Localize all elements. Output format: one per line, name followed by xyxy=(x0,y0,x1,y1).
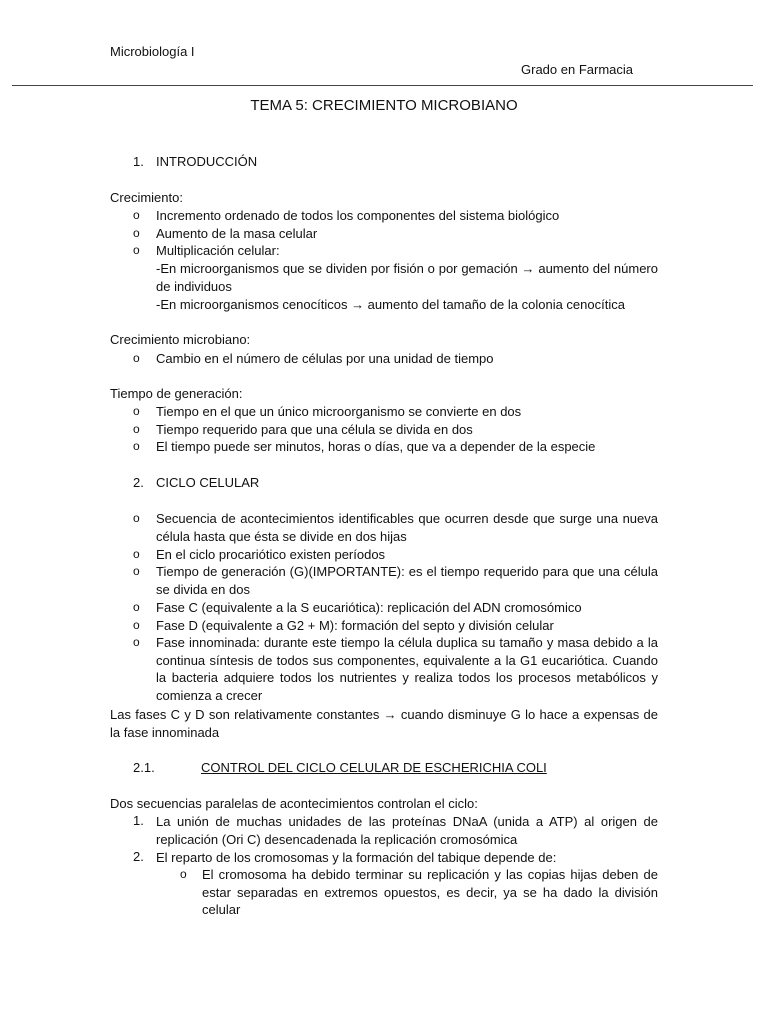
bullet-marker: o xyxy=(133,618,140,632)
numbered-marker: 1. xyxy=(133,813,144,828)
sub-item: -En microorganismos cenocíticos → aumento del tamaño de la colonia cenocítica xyxy=(156,297,625,312)
header-course: Microbiología I xyxy=(110,44,195,59)
bullet-marker: o xyxy=(133,243,140,257)
header-rule xyxy=(12,85,753,86)
section-1-heading xyxy=(133,154,257,169)
microbiano-label: Crecimiento microbiano: xyxy=(110,332,251,347)
document-title: TEMA 5: CRECIMIENTO MICROBIANO xyxy=(250,97,518,114)
control-intro: Dos secuencias paralelas de acontecimientos controlan el ciclo: xyxy=(110,796,478,811)
list-item: El tiempo puede ser minutos, horas o días, que va a depender de la especie xyxy=(156,439,596,454)
bullet-marker: o xyxy=(133,564,140,578)
generacion-label: Tiempo de generación: xyxy=(110,386,243,401)
bullet-marker: o xyxy=(133,600,140,614)
list-item: Multiplicación celular: xyxy=(156,243,280,258)
subsection-title: CONTROL DEL CICLO CELULAR DE ESCHERICHIA COLI xyxy=(201,760,547,775)
section-number: 2. xyxy=(133,475,144,490)
section-number: 1. xyxy=(133,154,144,169)
closing-paragraph: Las fases C y D son relativamente constantes → cuando disminuye G lo hace a expensas de la fase innominada xyxy=(110,707,658,740)
bullet-marker: o xyxy=(133,511,140,525)
bullet-marker: o xyxy=(133,635,140,649)
sub-item: -En microorganismos que se dividen por fisión o por gemación → aumento del número de individuos xyxy=(156,261,658,294)
list-item: Fase D (equivalente a G2 + M): formación del septo y división celular xyxy=(156,618,554,633)
list-item: Fase C (equivalente a la S eucariótica): replicación del ADN cromosómico xyxy=(156,600,582,615)
bullet-marker: o xyxy=(133,404,140,418)
list-item: Tiempo de generación (G)(IMPORTANTE): es el tiempo requerido para que una célula se divida en dos xyxy=(156,564,658,597)
list-item: Incremento ordenado de todos los componentes del sistema biológico xyxy=(156,208,560,223)
list-item: Cambio en el número de células por una unidad de tiempo xyxy=(156,351,494,366)
list-item: Tiempo en el que un único microorganismo se convierte en dos xyxy=(156,404,522,419)
list-item: Secuencia de acontecimientos identificables que ocurren desde que surge una nueva célula hasta que ésta se divide en dos hijas xyxy=(156,511,658,544)
bullet-marker: o xyxy=(133,439,140,453)
bullet-marker: o xyxy=(133,422,140,436)
numbered-item: El reparto de los cromosomas y la formación del tabique depende de: xyxy=(156,850,557,865)
bullet-marker: o xyxy=(180,867,187,881)
nested-item: El cromosoma ha debido terminar su replicación y las copias hijas deben de estar separadas en extremos opuestos, es decir, ya se ha dado la división celular xyxy=(202,867,658,918)
list-item: En el ciclo procariótico existen períodos xyxy=(156,547,386,562)
numbered-marker: 2. xyxy=(133,849,144,864)
section-title: CICLO CELULAR xyxy=(156,475,260,490)
bullet-marker: o xyxy=(133,547,140,561)
section-2-heading xyxy=(133,475,259,490)
subsection-number: 2.1. xyxy=(133,760,155,775)
bullet-marker: o xyxy=(133,351,140,365)
crecimiento-label: Crecimiento: xyxy=(110,190,183,205)
header-degree: Grado en Farmacia xyxy=(521,62,633,77)
list-item: Fase innominada: durante este tiempo la célula duplica su tamaño y masa debido a la continua síntesis de todos sus componentes, equivalente a la G1 eucariótica. Cuando la bacteria adquiere todos los nutrientes y realiza todos los procesos metabólicos y comienza a crecer xyxy=(156,635,658,703)
list-item: Tiempo requerido para que una célula se divida en dos xyxy=(156,422,473,437)
section-title: INTRODUCCIÓN xyxy=(156,154,258,169)
bullet-marker: o xyxy=(133,226,140,240)
numbered-item: La unión de muchas unidades de las proteínas DNaA (unida a ATP) al origen de replicación (Ori C) desencadenada la replicación cromosómica xyxy=(156,814,658,847)
list-item: Aumento de la masa celular xyxy=(156,226,318,241)
bullet-marker: o xyxy=(133,208,140,222)
